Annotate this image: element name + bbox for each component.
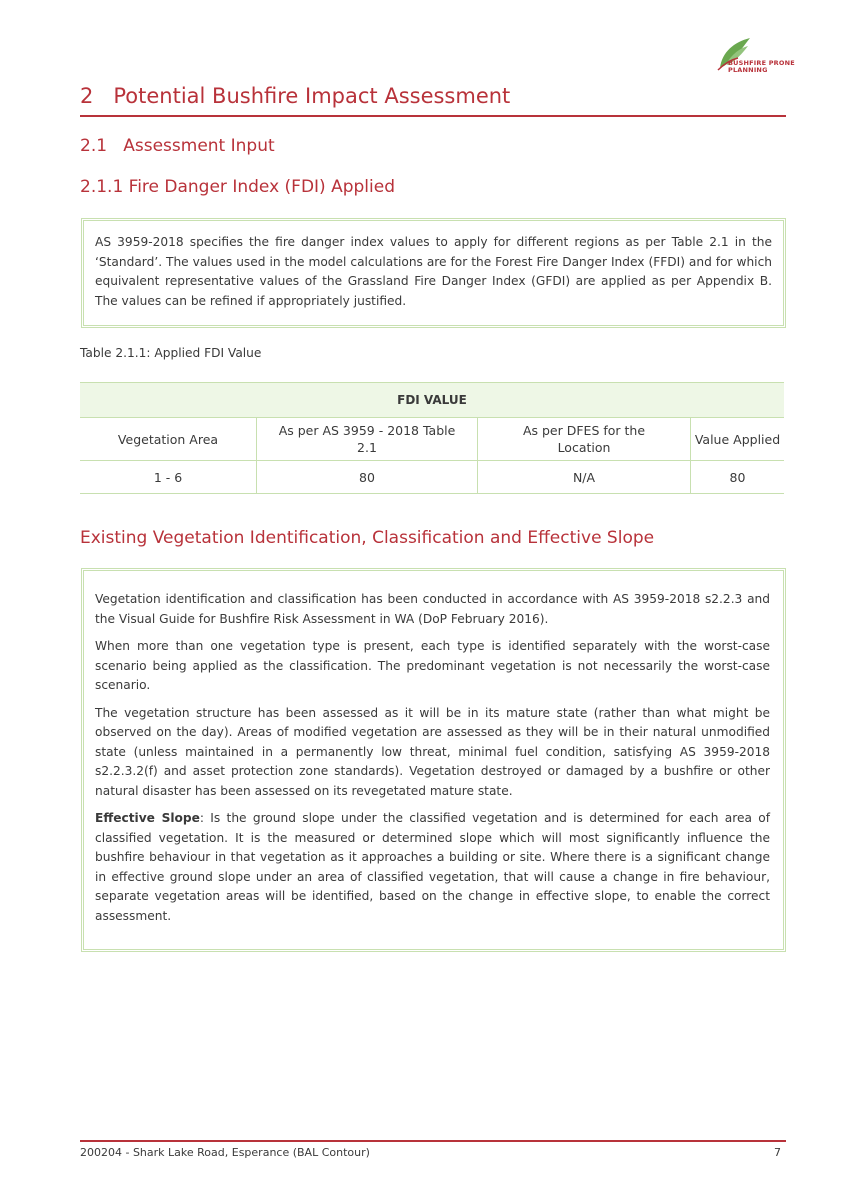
- effective-slope-label: Effective Slope: [95, 811, 200, 825]
- vegetation-paragraph-3: The vegetation structure has been assessed as it will be in its mature state (rather than what might be observed on the day). Areas of modified vegetation are assessed as they will be in their natural unmodified state (unless maintained in a permanently low threat, minimal fuel condition, satisfying AS 3959-2018 s2.2.3.2(f) and asset protection zone standards). Vegetation destroyed or damaged by a bushfire or other natural disaster has been assessed on its revegetated mature state.: [95, 705, 770, 798]
- fdi-table-title: FDI VALUE: [80, 383, 784, 418]
- vegetation-paragraph-2: When more than one vegetation type is present, each type is identified separately with the worst-case scenario being applied as the classification. The predominant vegetation is not necessarily the worst-case scenario.: [95, 639, 770, 692]
- logo-text: [728, 60, 795, 74]
- heading-3: 2.1.1 Fire Danger Index (FDI) Applied: [80, 177, 395, 197]
- effective-slope-text: : Is the ground slope under the classified vegetation and is determined for each area of classified vegetation. It is the measured or determined slope which will most significantly influence the bushfire behaviour in that vegetation as it approaches a building or site. Where there is a significant change in effective ground slope under an area of classified vegetation, that will cause a change in fire behaviour, separate vegetation areas will be identified, based on the change in effective slope, to enable the correct assessment.: [95, 811, 770, 923]
- logo-line-2: PLANNING: [728, 66, 768, 74]
- vegetation-paragraph-1: Vegetation identification and classification has been conducted in accordance with AS 3959-2018 s2.2.3 and the Visual Guide for Bushfire Risk Assessment in WA (DoP February 2016).: [95, 592, 770, 626]
- footer-page-number: 7: [774, 1146, 781, 1159]
- heading-2: 2.1 Assessment Input: [80, 136, 275, 156]
- header-dfes: As per DFES for the Location: [478, 418, 691, 461]
- fdi-info-box: [81, 218, 786, 328]
- fdi-info-text: AS 3959-2018 specifies the fire danger index values to apply for different regions as per Table 2.1 in the ‘Standard’. The values used in the model calculations are for the Forest Fire Danger Index (FFDI) and for which equivalent representative values of the Grassland Fire Danger Index (GFDI) are applied as per Appendix B. The values can be refined if appropriately justified.: [95, 235, 772, 308]
- vegetation-paragraph-4: [95, 809, 770, 926]
- cell-value-applied: 80: [691, 461, 785, 494]
- heading-1: 2 Potential Bushfire Impact Assessment: [80, 84, 511, 108]
- cell-dfes: N/A: [478, 461, 691, 494]
- cell-as3959: 80: [257, 461, 478, 494]
- heading-vegetation: Existing Vegetation Identification, Classification and Effective Slope: [80, 528, 655, 548]
- header-value-applied: Value Applied: [691, 418, 785, 461]
- header-as3959: As per AS 3959 - 2018 Table 2.1: [257, 418, 478, 461]
- logo-line-1: BUSHFIRE PRONE: [728, 59, 795, 67]
- header-vegetation-area: Vegetation Area: [80, 418, 257, 461]
- vegetation-info-box: [81, 568, 786, 952]
- footer-rule: [80, 1140, 786, 1142]
- footer-document-title: 200204 - Shark Lake Road, Esperance (BAL Contour): [80, 1146, 370, 1159]
- heading-rule: [80, 115, 786, 117]
- fdi-table: [80, 382, 784, 494]
- table-caption: Table 2.1.1: Applied FDI Value: [80, 346, 262, 360]
- cell-vegetation-area: 1 - 6: [80, 461, 257, 494]
